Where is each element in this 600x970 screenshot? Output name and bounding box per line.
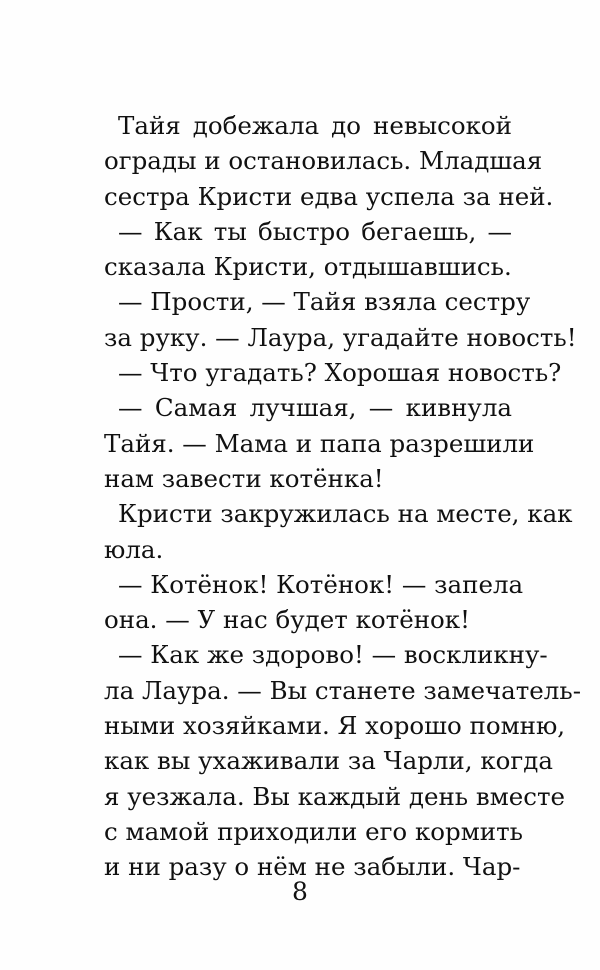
text-line: ными хозяйками. Я хорошо помню, xyxy=(104,711,566,741)
text-line: — Что угадать? Хорошая новость? xyxy=(118,358,562,388)
text-line: и ни разу о нём не забыли. Чар- xyxy=(104,852,521,882)
text-line: — Котёнок! Котёнок! — запела xyxy=(118,569,524,599)
body-text xyxy=(104,108,581,885)
bleed-through-text xyxy=(422,38,572,98)
text-line: Тайя добежала до невысокой xyxy=(118,111,512,140)
text-line: за руку. — Лаура, угадайте новость! xyxy=(104,322,577,352)
text-line: — Самая лучшая, — кивнула xyxy=(118,393,512,423)
text-line: Кристи закружилась на месте, как xyxy=(118,499,573,529)
text-line: — Как же здорово! — воскликну- xyxy=(118,640,548,670)
text-line: ла Лаура. — Вы станете замечатель- xyxy=(104,675,581,705)
text-line: сестра Кристи едва успела за ней. xyxy=(104,181,554,211)
text-line: ограды и остановилась. Младшая xyxy=(104,146,543,176)
text-line: — Как ты быстро бегаешь, — xyxy=(118,216,512,246)
text-line: как вы ухаживали за Чарли, когда xyxy=(104,746,553,776)
text-line: она. — У нас будет котёнок! xyxy=(104,605,470,635)
text-line: сказала Кристи, отдышавшись. xyxy=(104,252,512,282)
text-line: юла. xyxy=(104,534,164,564)
text-line: с мамой приходили его кормить xyxy=(104,816,524,846)
page-number: 8 xyxy=(292,877,308,906)
text-line: нам завести котёнка! xyxy=(104,463,384,493)
text-line: Тайя. — Мама и папа разрешили xyxy=(104,428,535,458)
text-line: я уезжала. Вы каждый день вместе xyxy=(104,781,566,811)
text-line: — Прости, — Тайя взяла сестру xyxy=(118,287,531,317)
